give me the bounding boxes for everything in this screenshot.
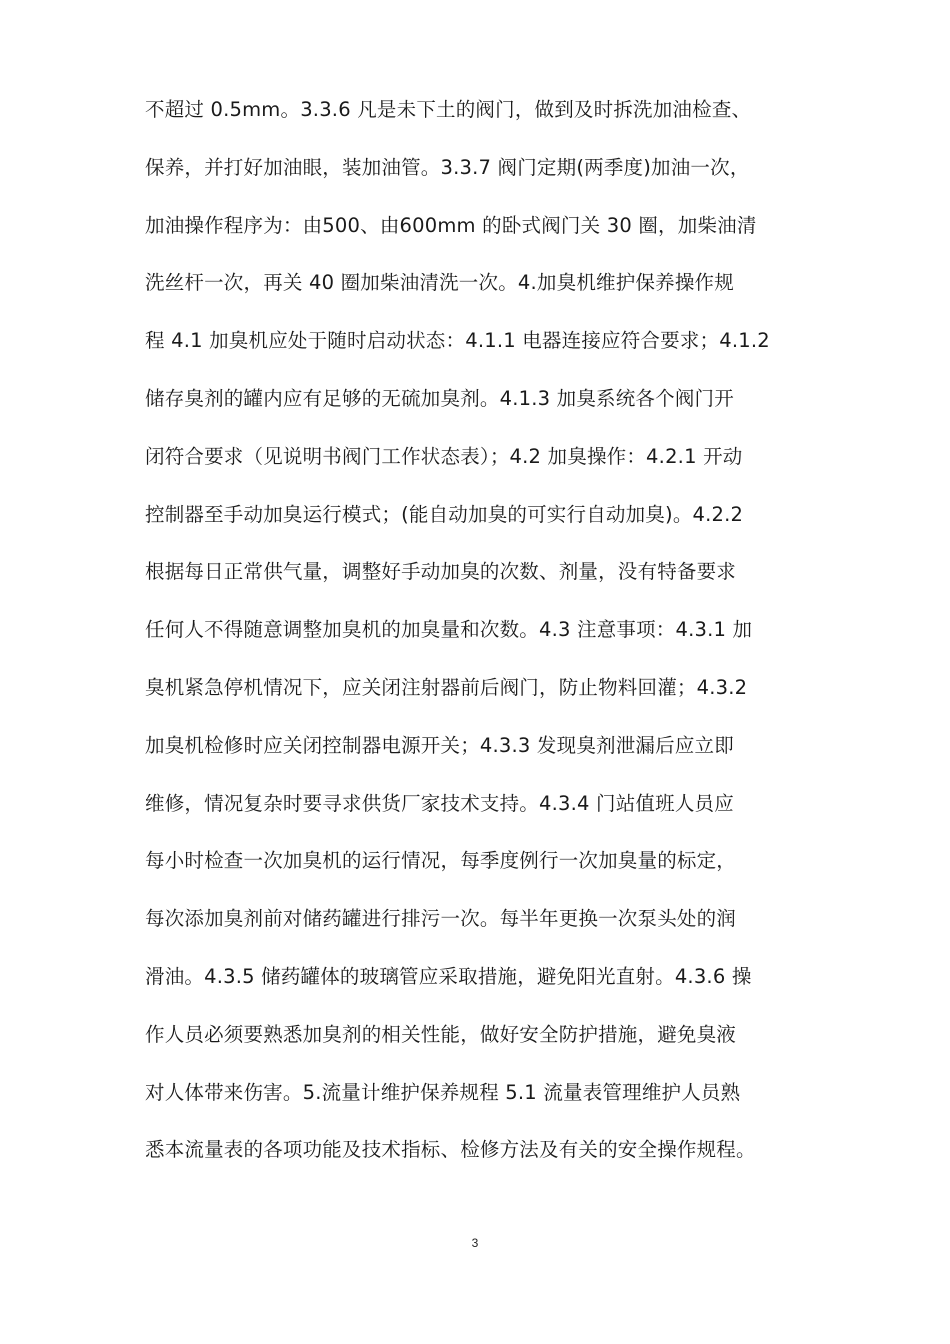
text-line: 每次添加臭剂前对储药罐进行排污一次。每半年更换一次泵头处的润 [145,907,737,931]
text-line: 闭符合要求（见说明书阀门工作状态表）；4.2 加臭操作：4.2.1 开动 [145,444,743,468]
page-number: 3 [471,1236,479,1250]
text-line: 作人员必须要熟悉加臭剂的相关性能，做好安全防护措施，避免臭液 [145,1022,737,1046]
text-line: 对人体带来伤害。5.流量计维护保养规程 5.1 流量表管理维护人员熟 [145,1080,741,1104]
text-line: 每小时检查一次加臭机的运行情况，每季度例行一次加臭量的标定， [145,849,737,873]
text-line: 臭机紧急停机情况下，应关闭注射器前后阀门，防止物料回灌；4.3.2 [145,675,748,699]
text-line: 加油操作程序为：由500、由600mm 的卧式阀门关 30 圈，加柴油清 [145,213,757,237]
text-line: 根据每日正常供气量，调整好手动加臭的次数、剂量，没有特备要求 [145,560,737,584]
text-line: 加臭机检修时应关闭控制器电源开关；4.3.3 发现臭剂泄漏后应立即 [145,733,734,757]
text-line: 滑油。4.3.5 储药罐体的玻璃管应采取措施，避免阳光直射。4.3.6 操 [145,964,752,988]
text-line: 程 4.1 加臭机应处于随时启动状态：4.1.1 电器连接应符合要求；4.1.2 [145,329,770,353]
text-line: 不超过 0.5mm。3.3.6 凡是未下土的阀门，做到及时拆洗加油检查、 [145,98,752,121]
text-line: 控制器至手动加臭运行模式；(能自动加臭的可实行自动加臭)。4.2.2 [145,502,744,526]
text-line: 任何人不得随意调整加臭机的加臭量和次数。4.3 注意事项：4.3.1 加 [145,618,753,642]
text-line: 悉本流量表的各项功能及技术指标、检修方法及有关的安全操作规程。 [145,1138,756,1162]
text-line: 储存臭剂的罐内应有足够的无硫加臭剂。4.1.3 加臭系统各个阀门开 [145,386,734,410]
text-line: 维修，情况复杂时要寻求供货厂家技术支持。4.3.4 门站值班人员应 [145,791,734,815]
text-line: 洗丝杆一次，再关 40 圈加柴油清洗一次。4.加臭机维护保养操作规 [145,271,734,295]
body-text [145,93,835,1191]
text-line: 保养，并打好加油眼，装加油管。3.3.7 阀门定期(两季度)加油一次， [145,155,750,179]
